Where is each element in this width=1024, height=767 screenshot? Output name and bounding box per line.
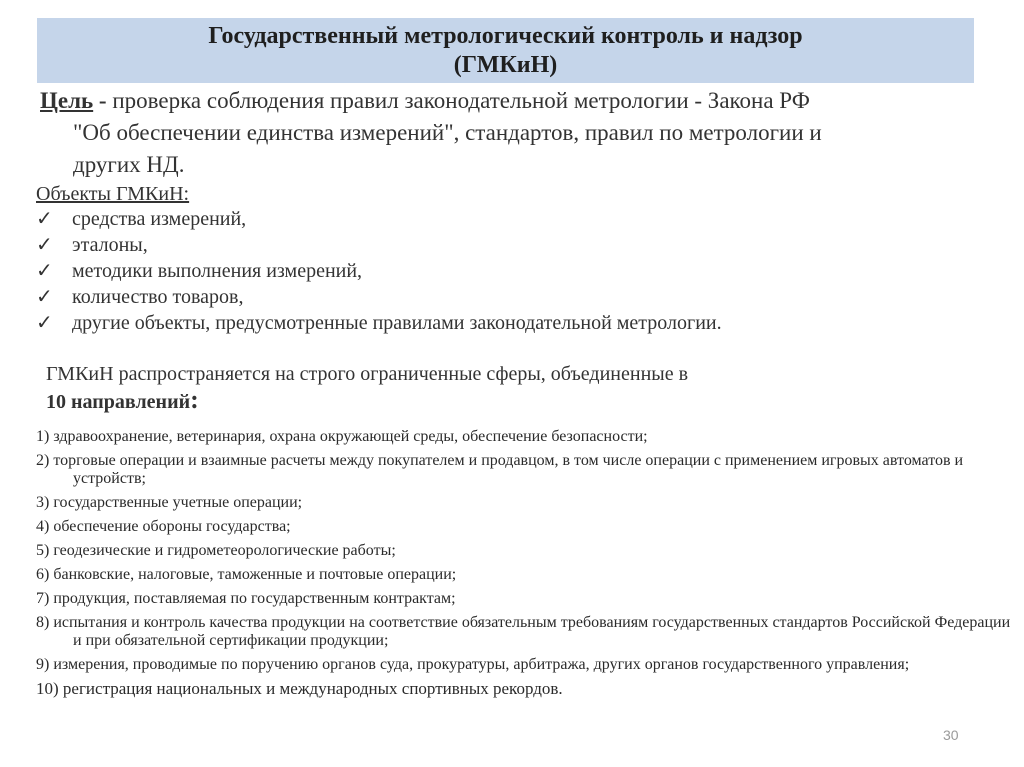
direction-item: 3) государственные учетные операции;	[36, 494, 303, 511]
direction-item: 6) банковские, налоговые, таможенные и почтовые операции;	[36, 566, 457, 583]
scope-line-1: ГМКиН распространяется на строго ограниченные сферы, объединенные в	[46, 363, 689, 385]
direction-item: 7) продукция, поставляемая по государственным контрактам;	[36, 590, 456, 607]
direction-item: 8) испытания и контроль качества продукции на соответствие обязательным требованиям государственных стандартов Российской Федерации и при обязательной сертификации продукции;	[36, 614, 1011, 649]
list-item-text: методики выполнения измерений,	[72, 260, 363, 282]
scope-line-2: 10 направлений	[46, 391, 191, 413]
goal-text-line-1: проверка соблюдения правил законодательной метрологии - Закона РФ	[112, 88, 810, 113]
checkmark-icon: ✓	[36, 312, 53, 334]
goal-label: Цель	[40, 88, 94, 113]
checkmark-icon: ✓	[36, 234, 53, 256]
scope-colon: :	[190, 385, 199, 414]
scope-statement	[46, 362, 688, 415]
list-item-text: эталоны,	[72, 234, 148, 256]
list-item	[36, 206, 722, 232]
list-item	[36, 310, 722, 336]
goal-section	[40, 85, 1015, 181]
goal-dash: -	[93, 88, 113, 113]
list-item-text: другие объекты, предусмотренные правилами законодательной метрологии.	[72, 312, 722, 334]
slide-title	[37, 18, 974, 83]
page-number: 30	[943, 727, 959, 743]
direction-item: 1) здравоохранение, ветеринария, охрана окружающей среды, обеспечение безопасности;	[36, 428, 648, 445]
checkmark-icon: ✓	[36, 260, 53, 282]
direction-item: 4) обеспечение обороны государства;	[36, 518, 291, 535]
direction-item: 5) геодезические и гидрометеорологические работы;	[36, 542, 396, 559]
objects-heading: Объекты ГМКиН:	[36, 183, 190, 205]
list-item-text: количество товаров,	[72, 286, 244, 308]
title-line-1: Государственный метрологический контроль и надзор	[208, 23, 803, 49]
list-item-text: средства измерений,	[72, 208, 247, 230]
list-item	[36, 232, 722, 258]
direction-item: 9) измерения, проводимые по поручению органов суда, прокуратуры, арбитража, других органов государственного управления;	[36, 656, 910, 673]
objects-list	[36, 206, 722, 336]
direction-item: 10) регистрация национальных и международных спортивных рекордов.	[36, 679, 563, 698]
list-item	[36, 284, 722, 310]
direction-item: 2) торговые операции и взаимные расчеты между покупателем и продавцом, в том числе операции с применением игровых автоматов и устройств;	[36, 452, 964, 487]
checkmark-icon: ✓	[36, 286, 53, 308]
directions-list	[36, 428, 1011, 704]
goal-text-line-2: "Об обеспечении единства измерений", стандартов, правил по метрологии и	[73, 120, 822, 145]
checkmark-icon: ✓	[36, 208, 53, 230]
list-item	[36, 258, 722, 284]
objects-section	[36, 183, 722, 336]
title-line-2: (ГМКиН)	[453, 52, 558, 78]
goal-text-line-3: других НД.	[73, 152, 185, 177]
